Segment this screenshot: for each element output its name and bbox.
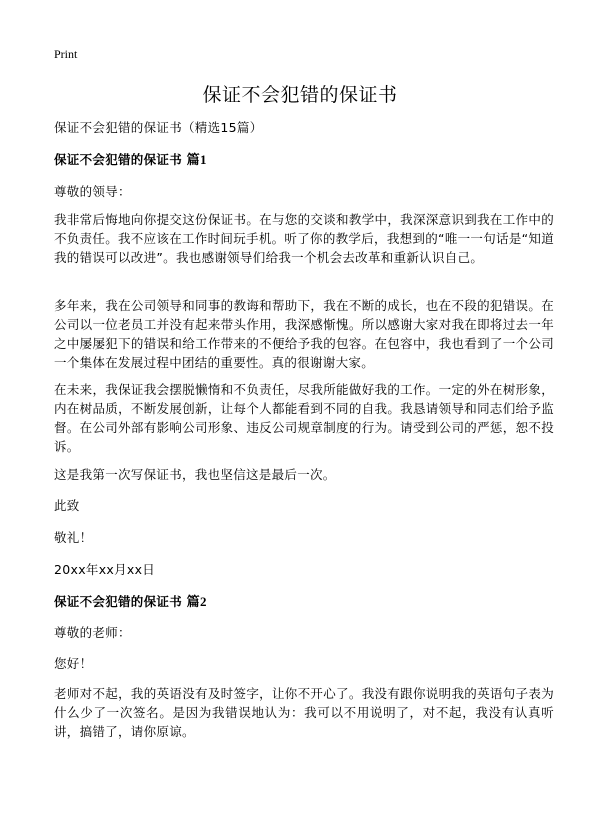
section-heading-text: 保证不会犯错的保证书	[54, 594, 183, 609]
paragraph: 这是我第一次写保证书，我也坚信这是最后一次。	[54, 467, 336, 482]
section-number: 篇1	[186, 152, 207, 167]
salutation: 尊敬的老师：	[54, 625, 131, 640]
greeting: 您好！	[54, 656, 93, 671]
section-number: 篇2	[186, 594, 207, 609]
document-title: 保证不会犯错的保证书	[202, 84, 398, 106]
section-heading	[54, 150, 207, 169]
section-heading-text: 保证不会犯错的保证书	[54, 152, 183, 167]
paragraph: 在未来，我保证我会摆脱懒惰和不负责任，尽我所能做好我的工作。一定的外在树形象，内在树品质，不断发展创新，让每个人都能看到不同的自我。我恳请领导和同志们给予监督。在公司外部有影响公司形象、违反公司规章制度的行为。请受到公司的严惩，恕不投诉。	[54, 382, 554, 454]
paragraph: 多年来，我在公司领导和同事的教诲和帮助下，我在不断的成长，也在不段的犯错误。在公司以一位老员工并没有起来带头作用，我深感惭愧。所以感谢大家对我在即将过去一年之中屡屡犯下的错误和给工作带来的不便给予我的包容。在包容中，我也看到了一个公司一个集体在发展过程中团结的重要性。真的很谢谢大家。	[54, 298, 554, 370]
date: 20xx年xx月xx日	[54, 562, 156, 577]
salutation: 尊敬的领导：	[54, 184, 131, 199]
paragraph: 老师对不起，我的英语没有及时签字，让你不开心了。我没有跟你说明我的英语句子表为什么少了一次签名。是因为我错误地认为：我可以不用说明了，对不起，我没有认真听讲，搞错了，请你原谅。	[54, 686, 554, 739]
closing-salute: 敬礼！	[54, 530, 93, 545]
closing-line: 此致	[54, 498, 80, 513]
document-subtitle: 保证不会犯错的保证书（精选15篇）	[54, 120, 263, 135]
print-label[interactable]: Print	[54, 47, 78, 61]
section-heading	[54, 592, 207, 611]
paragraph: 我非常后悔地向你提交这份保证书。在与您的交谈和教学中，我深深意识到我在工作中的不负责任。我不应该在工作时间玩手机。听了你的教学后，我想到的“唯一一句话是“知道我的错误可以改进”。我也感谢领导们给我一个机会去改革和重新认识自己。	[54, 212, 554, 265]
